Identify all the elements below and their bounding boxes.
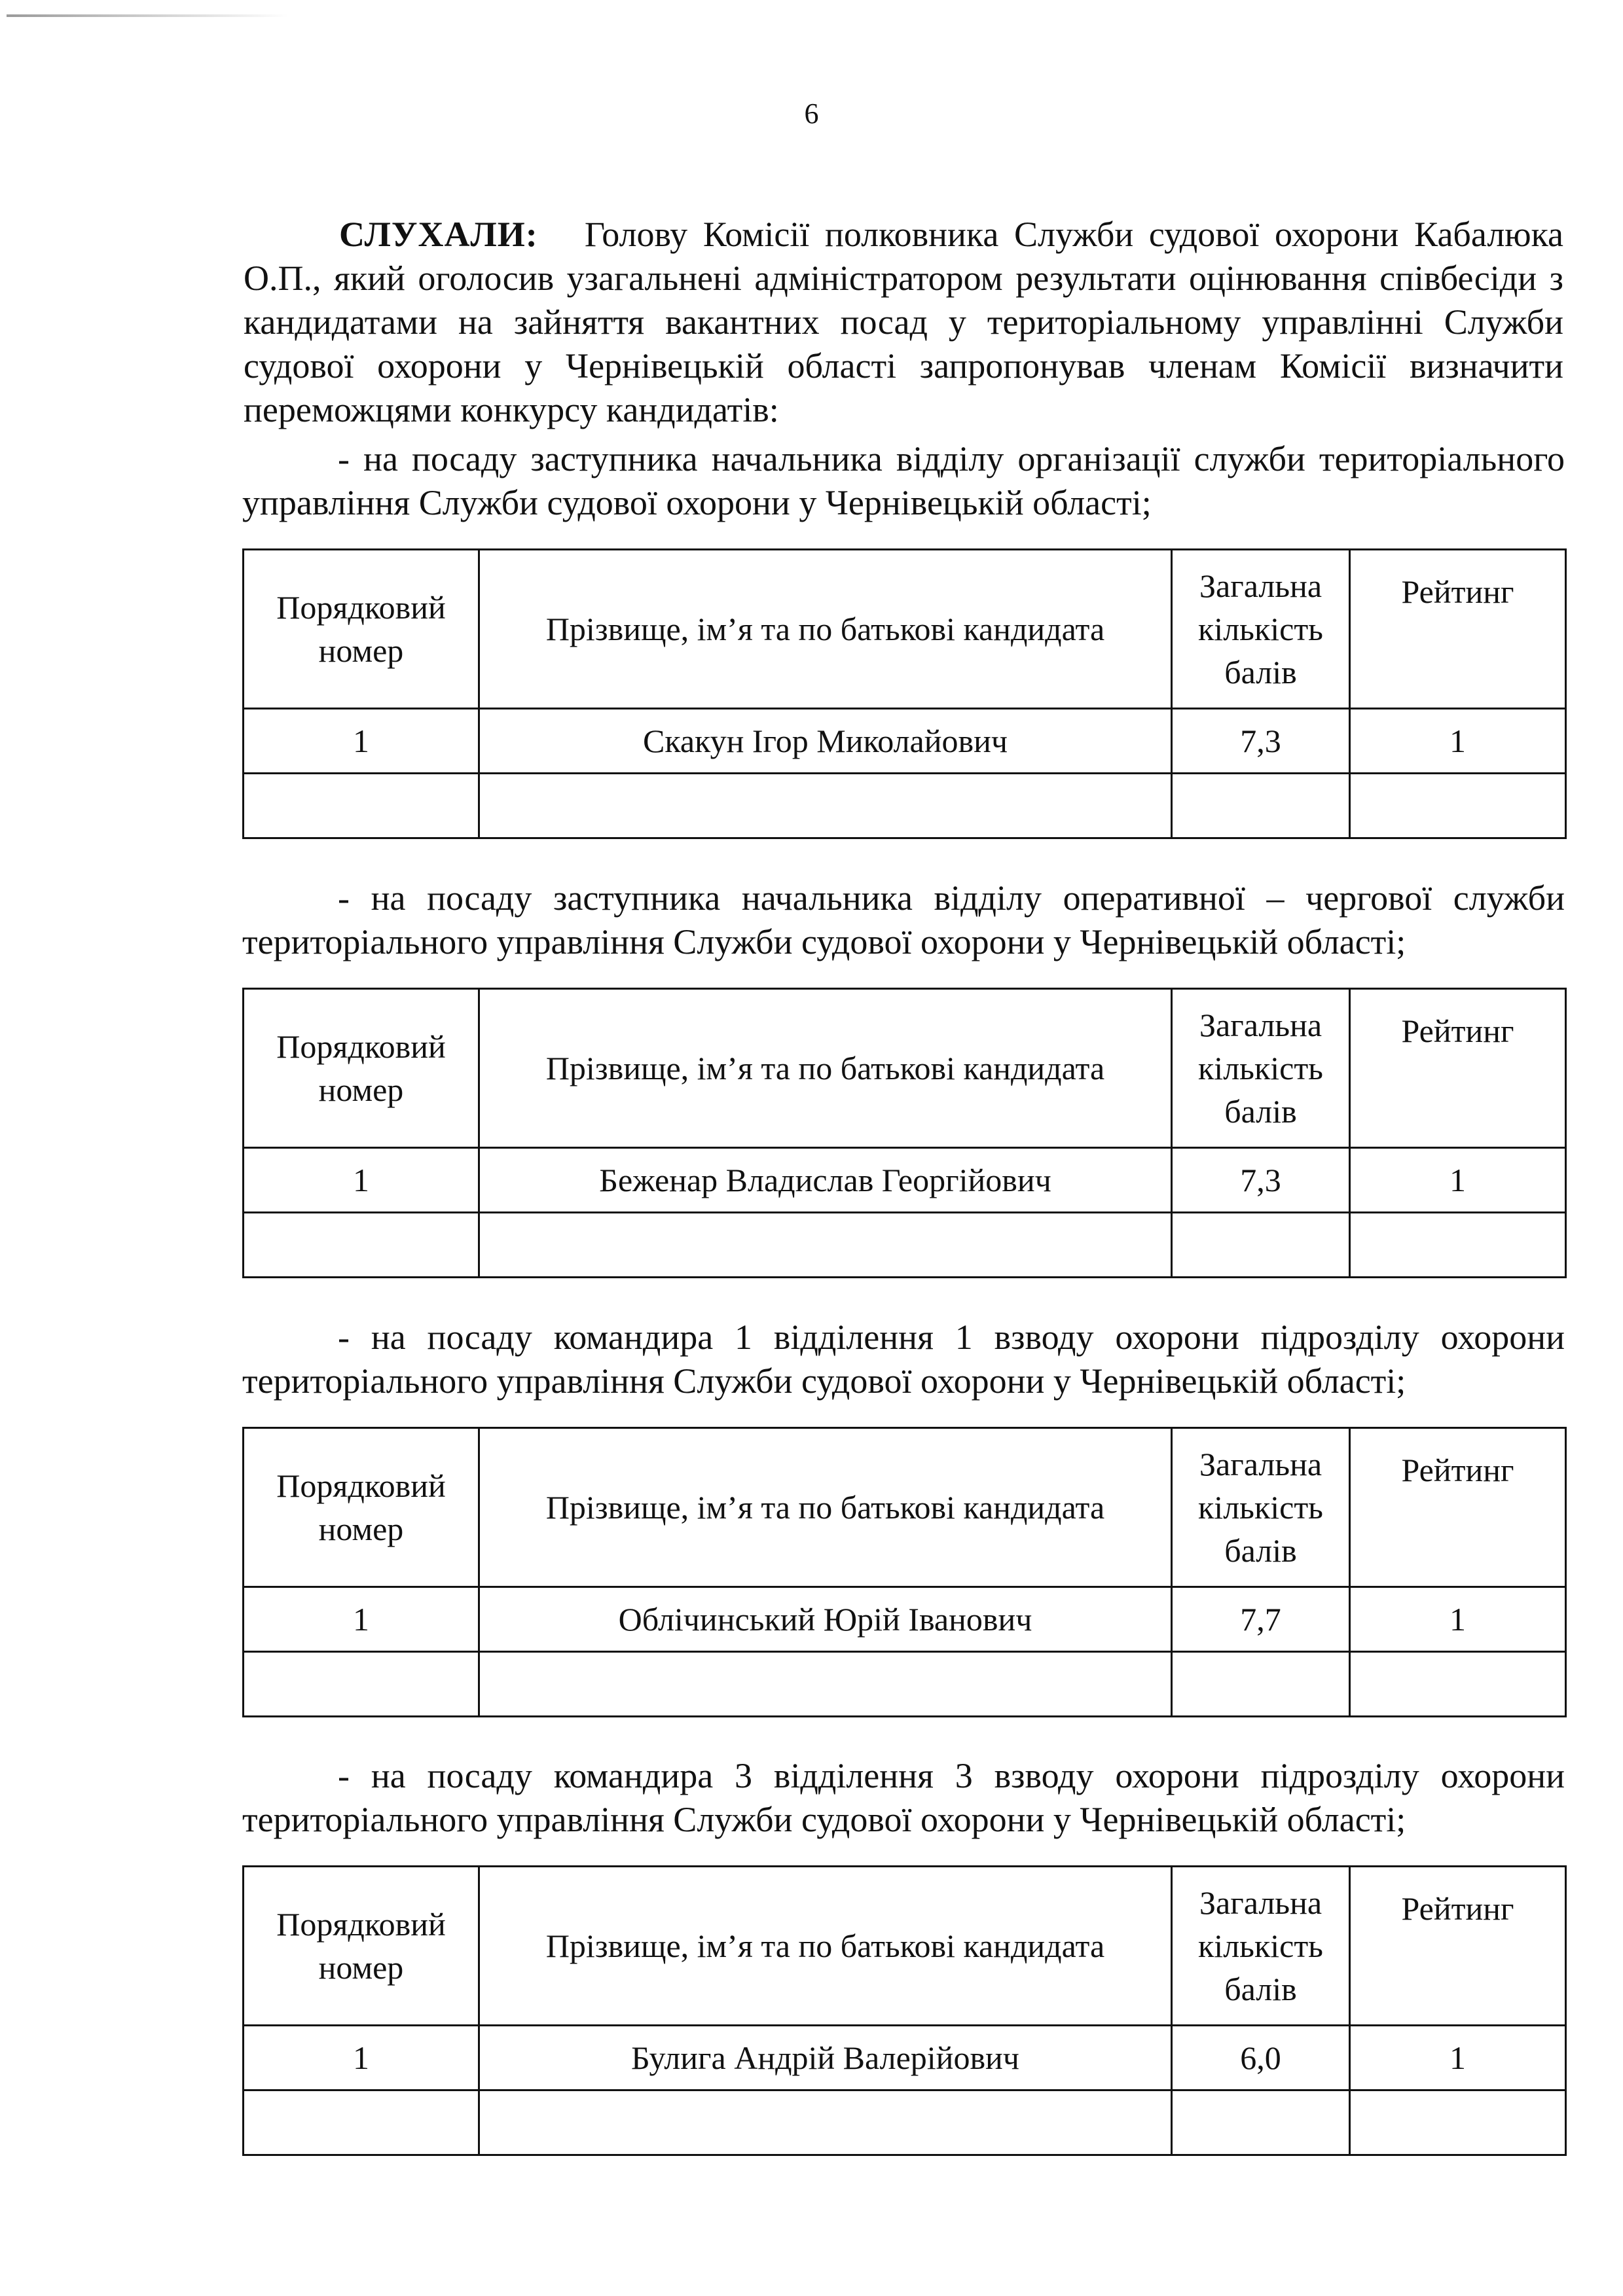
cell-name: Беженар Владислав Георгійович [479, 1148, 1172, 1213]
intro-paragraph [244, 213, 1563, 432]
cell-name: Облічинський Юрій Іванович [479, 1587, 1172, 1652]
cell-score [1172, 2090, 1350, 2155]
cell-number [244, 2090, 479, 2155]
cell-rank: 1 [1350, 709, 1566, 774]
cell-score: 7,3 [1172, 709, 1350, 774]
header-number: Порядковий номер [244, 550, 479, 709]
table-row-empty [244, 1213, 1566, 1278]
header-score: Загальна кількість балів [1172, 1428, 1350, 1587]
header-number: Порядковий номер [244, 1867, 479, 2026]
intro-lead: СЛУХАЛИ: [339, 215, 538, 254]
header-name: Прізвище, ім’я та по батькові кандидата [479, 1867, 1172, 2026]
results-table [242, 988, 1567, 1278]
cell-score: 7,7 [1172, 1587, 1350, 1652]
cell-name [479, 774, 1172, 838]
scan-edge-mark [7, 14, 288, 17]
section-position: - на посаду командира 3 відділення 3 взводу охорони підрозділу охорони територіального управління Служби судової охорони у Чернівецькій області; [242, 1756, 1565, 1839]
results-table [242, 1865, 1567, 2156]
cell-name [479, 1213, 1172, 1278]
section-1 [242, 437, 1565, 839]
page-number: 6 [804, 98, 819, 130]
cell-name: Булига Андрій Валерійович [479, 2026, 1172, 2090]
cell-name: Скакун Ігор Миколайович [479, 709, 1172, 774]
table-header-row [244, 1867, 1566, 2026]
cell-score: 7,3 [1172, 1148, 1350, 1213]
section-2 [242, 876, 1565, 1278]
cell-score [1172, 1652, 1350, 1717]
header-score: Загальна кількість балів [1172, 1867, 1350, 2026]
header-rank: Рейтинг [1350, 1428, 1566, 1587]
section-4 [242, 1754, 1565, 2156]
results-table [242, 1427, 1567, 1717]
table-row [244, 2026, 1566, 2090]
section-position: - на посаду заступника начальника відділу організації служби територіального управління Служби судової охорони у Чернівецькій області; [242, 439, 1565, 522]
section-3 [242, 1316, 1565, 1717]
cell-score: 6,0 [1172, 2026, 1350, 2090]
cell-rank [1350, 1213, 1566, 1278]
cell-number: 1 [244, 1148, 479, 1213]
table-row [244, 1587, 1566, 1652]
table-row [244, 709, 1566, 774]
table-row [244, 1148, 1566, 1213]
table-row-empty [244, 774, 1566, 838]
cell-number: 1 [244, 2026, 479, 2090]
intro-body: Голову Комісії полковника Служби судової охорони Кабалюка О.П., який оголосив узагальнені адміністратором результати оцінювання співбесіди з кандидатами на зайняття вакантних посад у територіальному управлінні Служби судової охорони у Чернівецькій області запропонував членам Комісії визначити переможцями конкурсу кандидатів: [244, 215, 1564, 429]
cell-number [244, 1652, 479, 1717]
header-score: Загальна кількість балів [1172, 550, 1350, 709]
intro-text [244, 213, 1563, 432]
cell-name [479, 2090, 1172, 2155]
cell-rank: 1 [1350, 1587, 1566, 1652]
cell-rank [1350, 2090, 1566, 2155]
table-header-row [244, 550, 1566, 709]
section-position: - на посаду заступника начальника відділу оперативної – чергової служби територіального управління Служби судової охорони у Чернівецькій області; [242, 878, 1565, 961]
cell-number [244, 1213, 479, 1278]
results-table [242, 548, 1567, 839]
header-name: Прізвище, ім’я та по батькові кандидата [479, 1428, 1172, 1587]
cell-number [244, 774, 479, 838]
cell-rank: 1 [1350, 1148, 1566, 1213]
section-position: - на посаду командира 1 відділення 1 взводу охорони підрозділу охорони територіального управління Служби судової охорони у Чернівецькій області; [242, 1318, 1565, 1401]
table-row-empty [244, 2090, 1566, 2155]
header-number: Порядковий номер [244, 989, 479, 1148]
cell-rank [1350, 774, 1566, 838]
header-rank: Рейтинг [1350, 550, 1566, 709]
cell-rank: 1 [1350, 2026, 1566, 2090]
cell-score [1172, 1213, 1350, 1278]
header-name: Прізвище, ім’я та по батькові кандидата [479, 550, 1172, 709]
table-header-row [244, 989, 1566, 1148]
cell-number: 1 [244, 1587, 479, 1652]
cell-score [1172, 774, 1350, 838]
cell-number: 1 [244, 709, 479, 774]
table-row-empty [244, 1652, 1566, 1717]
cell-rank [1350, 1652, 1566, 1717]
header-rank: Рейтинг [1350, 989, 1566, 1148]
header-name: Прізвище, ім’я та по батькові кандидата [479, 989, 1172, 1148]
cell-name [479, 1652, 1172, 1717]
header-number: Порядковий номер [244, 1428, 479, 1587]
header-rank: Рейтинг [1350, 1867, 1566, 2026]
table-header-row [244, 1428, 1566, 1587]
header-score: Загальна кількість балів [1172, 989, 1350, 1148]
